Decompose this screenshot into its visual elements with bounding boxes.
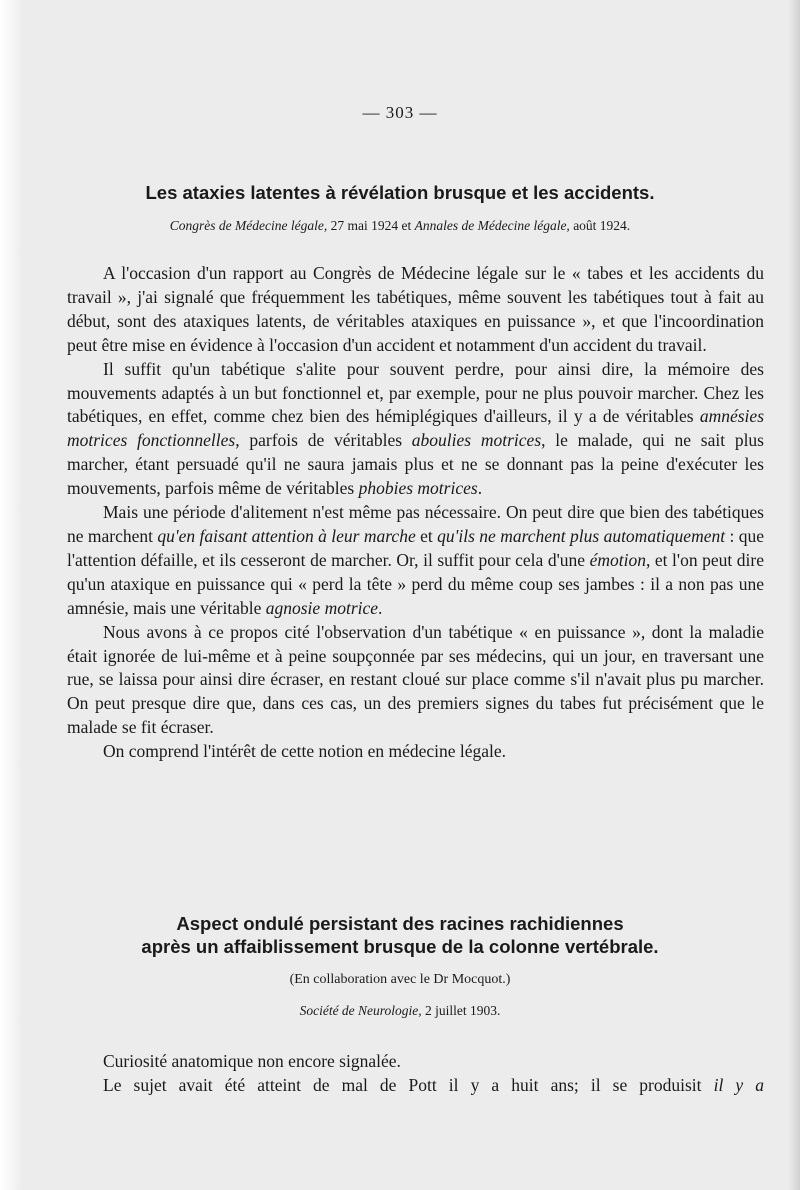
section1-reference-date1: 27 mai 1924 et <box>327 218 415 233</box>
section2-title <box>0 912 800 958</box>
p2-text-g: . <box>477 478 483 499</box>
s2p2-text-a: Le sujet avait été atteint de mal de Pott il y a huit ans; il se produisit <box>103 1075 714 1095</box>
section1-paragraph-1: A l'occasion d'un rapport au Congrès de Médecine légale sur le « tabes et les accidents du travail », j'ai signalé que fréquemment les tabétiques, même souvent les tabétiques tout à fait au début, sont des ataxiques latents, de véritables ataxiques en puissance », et que l'incoordination peut être mise en évidence à l'occasion d'un accident et notamment d'un accident du travail. <box>67 263 764 355</box>
p3-emphasis-emotion: émotion <box>589 549 646 570</box>
section1-paragraph-4: Nous avons à ce propos cité l'observation d'un tabétique « en puissance », dont la maladie était ignorée de lui-même et à peine soupçonnée par ses médecins, qui un jour, en traversant une rue, se laissa pour ainsi dire écraser, en restant cloué sur place comme s'il n'avait plus pu marcher. On peut presque dire que, dans ces cas, un des premiers signes du tabes fut précisément que le malade se fit écraser. <box>67 621 764 738</box>
section1-paragraph-3 <box>67 501 764 621</box>
p2-text-a: Il suffit qu'un tabétique s'alite pour souvent perdre, pour ainsi dire, la mémoire des mouvements adaptés à un but fonctionnel et, par exemple, pour ne plus pouvoir marcher. Chez les tabétiques, en effet, comme chez bien des hémiplégiques d'ailleurs, il y a de véritables <box>67 358 764 427</box>
section2-title-line1: Aspect ondulé persistant des racines rachidiennes <box>176 913 624 934</box>
section2-reference-date: 2 juillet 1903. <box>421 1003 501 1018</box>
p3-emphasis-attention: qu'en faisant attention à leur marche <box>157 525 416 546</box>
section1-body <box>67 262 764 764</box>
s2p2-emphasis: il y a <box>713 1075 765 1095</box>
section1-paragraph-2 <box>67 358 764 501</box>
section2-reference <box>0 1003 800 1019</box>
section2-paragraph-1: Curiosité anatomique non encore signalée. <box>103 1051 401 1071</box>
p3-text-e: : que l'attention défaille, et ils cesseront de marcher. Or, il suffit pour cela d'une <box>67 525 764 570</box>
p3-emphasis-agnosie: agnosie motrice <box>265 597 379 618</box>
section1-reference-source1: Congrès de Médecine légale, <box>169 218 328 233</box>
p2-text-c: , parfois de véritables <box>235 430 412 451</box>
section2-paragraph-2 <box>67 1073 764 1097</box>
p2-emphasis-aboulies: aboulies motrices <box>411 430 542 451</box>
section1-paragraph-5: On comprend l'intérêt de cette notion en médecine légale. <box>103 741 507 762</box>
p2-emphasis-phobies: phobies motrices <box>358 478 478 499</box>
section1-reference-date2: août 1924. <box>569 218 631 233</box>
section1-reference <box>0 218 800 234</box>
section2-body <box>67 1049 764 1097</box>
p3-text-g: , et l'on peut dire qu'un ataxique en puissance qui « perd la tête » perd du même coup ses jambes : il a non pas une amnésie, mais une véritable <box>67 549 764 618</box>
section2-title-line2: après un affaiblissement brusque de la colonne vertébrale. <box>141 936 659 957</box>
p3-text-c: et <box>415 525 438 546</box>
p3-text-i: . <box>378 597 383 618</box>
section2-collaboration: (En collaboration avec le Dr Mocquot.) <box>289 972 511 987</box>
page-number: — 303 — <box>362 103 438 122</box>
p3-emphasis-automatiquement: qu'ils ne marchent plus automatiquement <box>437 525 726 546</box>
section2-reference-source: Société de Neurologie, <box>299 1003 422 1018</box>
p3-text-a: Mais une période d'alitement n'est même pas nécessaire. On peut dire que bien des tabétiques ne marchent <box>67 502 764 546</box>
section1-title: Les ataxies latentes à révélation brusque et les accidents. <box>145 182 655 203</box>
p2-emphasis-amnesies: amnésies motrices fonctionnelles <box>67 406 764 451</box>
p2-text-e: , le malade, qui ne sait plus marcher, étant persuadé qu'il ne saura jamais plus et ne se donnant pas la peine d'exécuter les mouvements, parfois même de véritables <box>67 430 764 499</box>
section1-reference-source2: Annales de Médecine légale, <box>414 218 570 233</box>
